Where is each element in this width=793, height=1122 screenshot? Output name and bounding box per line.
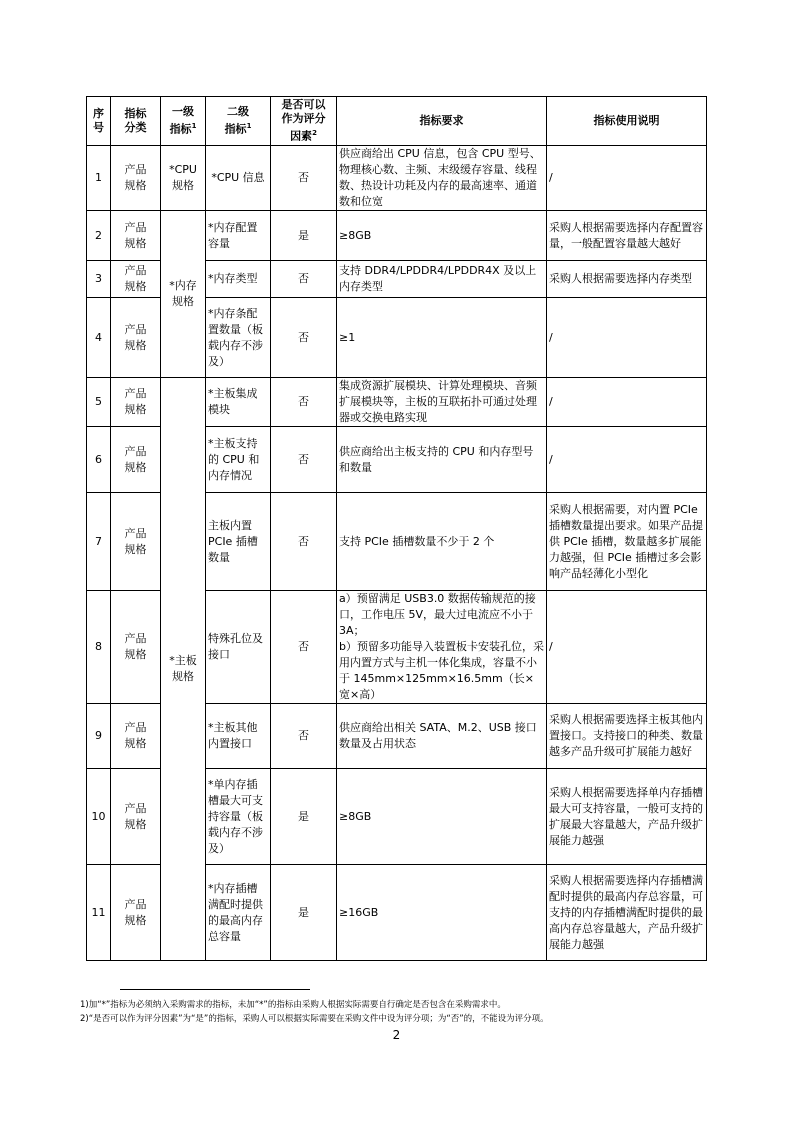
row-category: 产品 规格 — [111, 865, 161, 961]
spec-table — [86, 96, 707, 961]
row-level2: *CPU 信息 — [206, 146, 271, 211]
row-scoring: 是 — [271, 769, 337, 865]
header-category: 指标 分类 — [111, 97, 161, 146]
row-no: 5 — [87, 378, 111, 427]
row-usage: 采购人根据需要选择内存类型 — [547, 261, 707, 298]
header-usage: 指标使用说明 — [547, 97, 707, 146]
row-requirement: 供应商给出相关 SATA、M.2、USB 接口数量及占用状态 — [337, 704, 547, 769]
row-usage: 采购人根据需要选择单内存插槽最大可支持容量，一般可支持的扩展最大容量越大，产品升级扩展能力越强 — [547, 769, 707, 865]
row-category: 产品 规格 — [111, 378, 161, 427]
row-category: 产品 规格 — [111, 261, 161, 298]
row-requirement: ≥8GB — [337, 769, 547, 865]
header-level2: 二级 指标$^1$ — [206, 97, 271, 146]
row-scoring: 否 — [271, 298, 337, 378]
row-level2: 主板内置 PCIe 插槽数量 — [206, 493, 271, 591]
row-scoring: 是 — [271, 211, 337, 261]
footnote-2: 2)“是否可以作为评分因素”为“是”的指标，采购人可以根据实际需要在采购文件中设为评分项；为“否”的，不能设为评分项。 — [80, 1014, 549, 1024]
row-usage: / — [547, 427, 707, 493]
row-category: 产品 规格 — [111, 427, 161, 493]
row-level2: *内存类型 — [206, 261, 271, 298]
row-category: 产品 规格 — [111, 211, 161, 261]
row-scoring: 否 — [271, 591, 337, 704]
row-requirement: 支持 PCIe 插槽数量不少于 2 个 — [337, 493, 547, 591]
row-level2: *主板其他内置接口 — [206, 704, 271, 769]
row-usage: / — [547, 378, 707, 427]
row-level2: *主板集成模块 — [206, 378, 271, 427]
row-category: 产品 规格 — [111, 704, 161, 769]
header-requirement: 指标要求 — [337, 97, 547, 146]
row-no: 11 — [87, 865, 111, 961]
row-requirement: ≥1 — [337, 298, 547, 378]
row-no: 6 — [87, 427, 111, 493]
row-no: 8 — [87, 591, 111, 704]
row-usage: 采购人根据需要选择内存插槽满配时提供的最高内存总容量，可支持的内存插槽满配时提供的最高内存总容量越大，产品升级扩展能力越强 — [547, 865, 707, 961]
row-requirement: 支持 DDR4/LPDDR4/LPDDR4X 及以上内存类型 — [337, 261, 547, 298]
row-usage: / — [547, 298, 707, 378]
row-level2: *内存条配置数量（板载内存不涉及） — [206, 298, 271, 378]
level1-memory: *内存 规格 — [161, 211, 206, 378]
table-row — [87, 211, 707, 261]
table-row — [87, 378, 707, 427]
row-level2: *内存配置容量 — [206, 211, 271, 261]
row-no: 4 — [87, 298, 111, 378]
row-scoring: 否 — [271, 261, 337, 298]
row-requirement: ≥8GB — [337, 211, 547, 261]
level1-mainboard: *主板 规格 — [161, 378, 206, 961]
row-scoring: 否 — [271, 378, 337, 427]
row-no: 7 — [87, 493, 111, 591]
footnote-divider — [120, 989, 310, 990]
row-level2: *主板支持的 CPU 和内存情况 — [206, 427, 271, 493]
row-level2: *单内存插槽最大可支持容量（板载内存不涉及） — [206, 769, 271, 865]
row-usage: 采购人根据需要，对内置 PCIe 插槽数量提出要求。如果产品提供 PCIe 插槽，数量越多扩展能力越强，但 PCIe 插槽过多会影响产品轻薄化小型化 — [547, 493, 707, 591]
row-usage: / — [547, 591, 707, 704]
row-scoring: 否 — [271, 493, 337, 591]
header-level1: 一级 指标$^1$ — [161, 97, 206, 146]
row-no: 10 — [87, 769, 111, 865]
row-requirement: 供应商给出主板支持的 CPU 和内存型号和数量 — [337, 427, 547, 493]
row-no: 1 — [87, 146, 111, 211]
level1-cpu: *CPU 规格 — [161, 146, 206, 211]
row-no: 9 — [87, 704, 111, 769]
row-requirement: a）预留满足 USB3.0 数据传输规范的接口，工作电压 5V，最大过电流应不小于 3A； b）预留多功能导入装置板卡安装孔位，采用内置方式与主机一体化集成，容量不小于 145mm×125mm×16.5mm（长×宽×高） — [337, 591, 547, 704]
table-header-row — [87, 97, 707, 146]
row-category: 产品 规格 — [111, 591, 161, 704]
row-usage: / — [547, 146, 707, 211]
row-scoring: 否 — [271, 704, 337, 769]
header-scoring: 是否可以 作为评分 因素$^2$ — [271, 97, 337, 146]
row-category: 产品 规格 — [111, 493, 161, 591]
row-usage: 采购人根据需要选择主板其他内置接口。支持接口的种类、数量越多产品升级可扩展能力越好 — [547, 704, 707, 769]
row-scoring: 否 — [271, 146, 337, 211]
row-no: 2 — [87, 211, 111, 261]
header-seq: 序 号 — [87, 97, 111, 146]
row-level2: 特殊孔位及接口 — [206, 591, 271, 704]
page-number: 2 — [392, 1028, 401, 1042]
row-category: 产品 规格 — [111, 298, 161, 378]
row-requirement: 集成资源扩展模块、计算处理模块、音频扩展模块等，主板的互联拓扑可通过处理器或交换电路实现 — [337, 378, 547, 427]
footnote-1: 1)加“*”指标为必须纳入采购需求的指标，未加“*”的指标由采购人根据实际需要自行确定是否包含在采购需求中。 — [80, 1000, 506, 1010]
row-category: 产品 规格 — [111, 769, 161, 865]
row-usage: 采购人根据需要选择内存配置容量，一般配置容量越大越好 — [547, 211, 707, 261]
row-scoring: 否 — [271, 427, 337, 493]
row-scoring: 是 — [271, 865, 337, 961]
row-requirement: ≥16GB — [337, 865, 547, 961]
table-row — [87, 146, 707, 211]
row-no: 3 — [87, 261, 111, 298]
row-category: 产品 规格 — [111, 146, 161, 211]
row-requirement: 供应商给出 CPU 信息，包含 CPU 型号、物理核心数、主频、末级缓存容量、线程数、热设计功耗及内存的最高速率、通道数和位宽 — [337, 146, 547, 211]
row-level2: *内存插槽满配时提供的最高内存总容量 — [206, 865, 271, 961]
